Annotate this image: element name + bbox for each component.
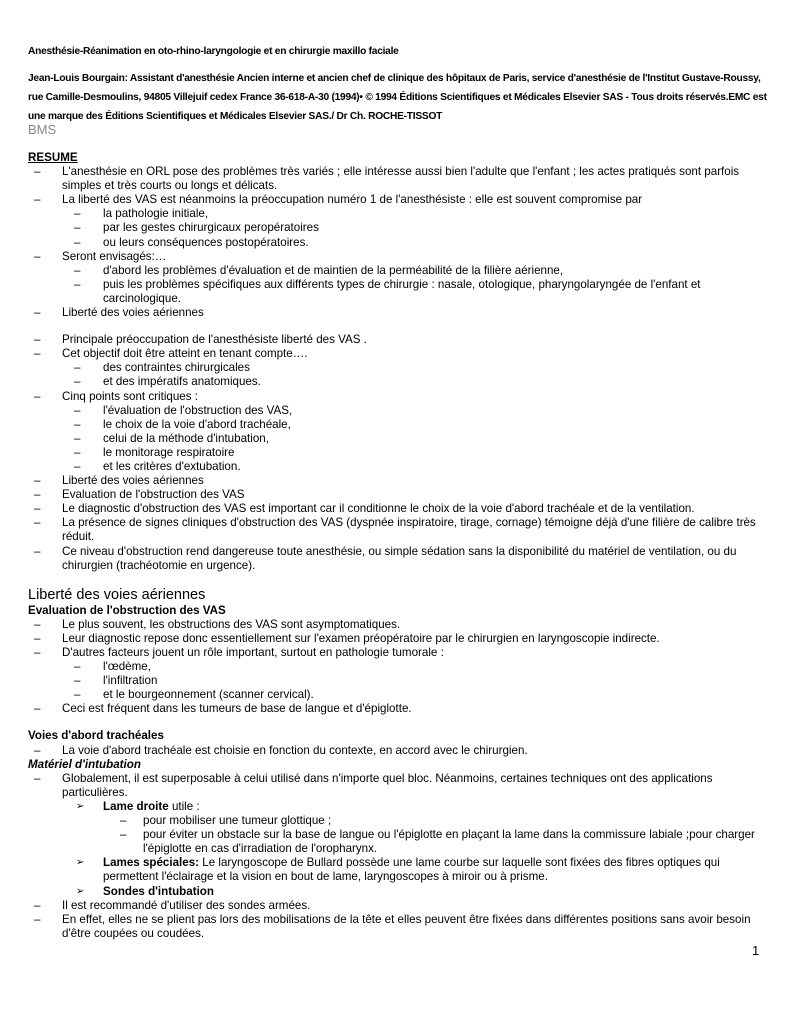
dash-bullet-icon: – bbox=[74, 660, 81, 674]
section-heading: Liberté des voies aériennes bbox=[28, 586, 206, 603]
list-item bbox=[28, 702, 768, 716]
dash-bullet-icon: – bbox=[34, 912, 41, 926]
list-item bbox=[28, 333, 768, 347]
list-item bbox=[28, 418, 768, 432]
list-item-text: pour mobiliser une tumeur glottique ; bbox=[143, 814, 332, 828]
arrow-list-item bbox=[28, 856, 768, 884]
dash-bullet-icon: – bbox=[74, 235, 81, 249]
dash-bullet-icon: – bbox=[34, 544, 41, 558]
list-item bbox=[28, 899, 768, 913]
dash-bullet-icon: – bbox=[34, 516, 41, 530]
list-item bbox=[28, 772, 768, 800]
list-item bbox=[28, 674, 768, 688]
dash-bullet-icon: – bbox=[34, 249, 41, 263]
list-item-text: l'œdème, bbox=[103, 660, 151, 674]
section-heading: RESUME bbox=[28, 151, 78, 164]
dash-bullet-icon: – bbox=[34, 617, 41, 631]
list-item-text: l'infiltration bbox=[103, 674, 158, 688]
dash-bullet-icon: – bbox=[34, 743, 41, 757]
bold-term: Lames spéciales: bbox=[103, 856, 200, 870]
list-item bbox=[28, 744, 768, 758]
dash-bullet-icon: – bbox=[34, 347, 41, 361]
list-item-text: et le bourgeonnement (scanner cervical). bbox=[103, 688, 314, 702]
author-info: Jean-Louis Bourgain: Assistant d'anesthésie Ancien interne et ancien chef de clinique des hôpitaux de Paris, service d'anesthésie de l'Institut Gustave-Roussy, rue Camille-Desmoulins, 94805 Villejuif cedex France 36-618-A-30 (1994)• © 1994 Éditions Scientifiques et Médicales Elsevier SAS - Tous droits réservés.EMC est une marque des Éditions Scientifiques et Médicales Elsevier SAS./ Dr Ch. ROCHE-TISSOT bbox=[28, 73, 767, 122]
list-item bbox=[28, 347, 768, 361]
list-item-text: La présence de signes cliniques d'obstruction des VAS (dyspnée inspiratoire, tirage, cornage) témoigne déjà d'une filière de calibre très réduit. bbox=[62, 516, 756, 544]
list-item-text: D'autres facteurs jouent un rôle important, surtout en pathologie tumorale : bbox=[62, 646, 444, 659]
list-item-text: l'évaluation de l'obstruction des VAS, bbox=[103, 403, 293, 417]
bms-label: BMS bbox=[28, 122, 57, 137]
list-item bbox=[28, 390, 768, 404]
list-item-text: Leur diagnostic repose donc essentiellement sur l'examen préopératoire par le chirurgien en laryngoscopie indirecte. bbox=[62, 631, 660, 645]
list-item-text: Cet objectif doit être atteint en tenant compte…. bbox=[62, 347, 308, 361]
list-item-text: puis les problèmes spécifiques aux différents types de chirurgie : nasale, otologique, pharyngolaryngée de l'enfant et carcinologique. bbox=[103, 277, 701, 305]
dash-bullet-icon: – bbox=[74, 277, 81, 291]
dash-bullet-icon: – bbox=[34, 306, 41, 320]
list-item-text: L'anesthésie en ORL pose des problèmes très variés ; elle intéresse aussi bien l'adulte que l'enfant ; les actes pratiqués sont parfois simples et très courts ou longs et délicats. bbox=[62, 165, 740, 193]
section-heading: Voies d'abord trachéales bbox=[28, 729, 164, 743]
list-item bbox=[28, 488, 768, 502]
list-item-text: et des impératifs anatomiques. bbox=[103, 375, 261, 389]
list-item-text: ou leurs conséquences postopératoires. bbox=[103, 235, 309, 249]
list-item-text: des contraintes chirurgicales bbox=[103, 361, 250, 375]
list-item-text: Globalement, il est superposable à celui utilisé dans n'importe quel bloc. Néanmoins, certaines techniques ont des applications particulières. bbox=[62, 771, 713, 799]
bold-term: Sondes d'intubation bbox=[103, 884, 214, 898]
arrow-bullet-icon: ➢ bbox=[76, 885, 85, 897]
list-item-text: Ceci est fréquent dans les tumeurs de base de langue et d'épiglotte. bbox=[62, 702, 412, 716]
dash-bullet-icon: – bbox=[34, 488, 41, 502]
dash-bullet-icon: – bbox=[74, 688, 81, 702]
list-item bbox=[28, 207, 768, 221]
list-item bbox=[28, 236, 768, 250]
list-item bbox=[28, 814, 768, 828]
arrow-bullet-icon: ➢ bbox=[76, 857, 85, 869]
list-item-text: Il est recommandé d'utiliser des sondes armées. bbox=[62, 898, 311, 912]
dash-bullet-icon: – bbox=[34, 333, 41, 347]
list-item bbox=[28, 165, 768, 193]
dash-bullet-icon: – bbox=[34, 631, 41, 645]
arrow-bullet-icon: ➢ bbox=[76, 800, 85, 812]
dash-bullet-icon: – bbox=[74, 403, 81, 417]
document-body bbox=[28, 151, 768, 941]
dash-bullet-icon: – bbox=[34, 646, 41, 659]
list-item bbox=[28, 221, 768, 235]
list-item bbox=[28, 250, 768, 264]
dash-bullet-icon: – bbox=[34, 165, 41, 179]
list-item-text: par les gestes chirurgicaux peropératoires bbox=[103, 221, 319, 235]
dash-bullet-icon: – bbox=[34, 474, 41, 488]
dash-bullet-icon: – bbox=[74, 674, 81, 688]
list-item-text: Evaluation de l'obstruction des VAS bbox=[62, 488, 245, 502]
dash-bullet-icon: – bbox=[34, 193, 41, 207]
list-item bbox=[28, 632, 768, 646]
dash-bullet-icon: – bbox=[74, 361, 81, 375]
list-item-text: Liberté des voies aériennes bbox=[62, 474, 204, 488]
list-item bbox=[28, 474, 768, 488]
section-heading: Matériel d'intubation bbox=[28, 757, 141, 771]
arrow-list-item bbox=[28, 800, 768, 814]
dash-bullet-icon: – bbox=[34, 771, 41, 785]
dash-bullet-icon: – bbox=[34, 898, 41, 912]
dash-bullet-icon: – bbox=[74, 431, 81, 445]
list-item bbox=[28, 646, 768, 660]
list-item bbox=[28, 375, 768, 389]
dash-bullet-icon: – bbox=[74, 207, 81, 221]
document-title: Anesthésie-Réanimation en oto-rhino-laryngologie et en chirurgie maxillo faciale bbox=[28, 46, 399, 57]
list-item bbox=[28, 545, 768, 573]
list-item bbox=[28, 432, 768, 446]
list-item-text: Le diagnostic d'obstruction des VAS est important car il conditionne le choix de la voie d'abord trachéale et de la ventilation. bbox=[62, 502, 695, 516]
list-item bbox=[28, 306, 768, 320]
list-item bbox=[28, 618, 768, 632]
dash-bullet-icon: – bbox=[74, 417, 81, 431]
dash-bullet-icon: – bbox=[120, 828, 127, 842]
list-item bbox=[28, 460, 768, 474]
list-item-text: Le plus souvent, les obstructions des VAS sont asymptomatiques. bbox=[62, 617, 401, 631]
list-item bbox=[28, 361, 768, 375]
list-item bbox=[28, 913, 768, 941]
list-item-text: Liberté des voies aériennes bbox=[62, 306, 204, 320]
bold-term: Lame droite bbox=[103, 799, 169, 813]
list-item-text: La liberté des VAS est néanmoins la préoccupation numéro 1 de l'anesthésiste : elle est souvent compromise par bbox=[62, 193, 643, 207]
list-item bbox=[28, 264, 768, 278]
page-number: 1 bbox=[752, 943, 760, 958]
list-item-text: la pathologie initiale, bbox=[103, 207, 209, 221]
list-item bbox=[28, 828, 768, 856]
list-item bbox=[28, 516, 768, 544]
list-item bbox=[28, 502, 768, 516]
list-item-text: La voie d'abord trachéale est choisie en fonction du contexte, en accord avec le chirurgien. bbox=[62, 743, 528, 757]
list-item-text: Seront envisagés:… bbox=[62, 249, 167, 263]
list-item bbox=[28, 404, 768, 418]
list-item-text: utile : bbox=[168, 799, 200, 813]
list-item bbox=[28, 660, 768, 674]
dash-bullet-icon: – bbox=[74, 375, 81, 389]
list-item-text: d'abord les problèmes d'évaluation et de maintien de la perméabilité de la filière aérienne, bbox=[103, 263, 564, 277]
list-item-text: le choix de la voie d'abord trachéale, bbox=[103, 417, 291, 431]
arrow-list-item bbox=[28, 885, 768, 899]
dash-bullet-icon: – bbox=[74, 459, 81, 473]
list-item-text: En effet, elles ne se plient pas lors des mobilisations de la tête et elles peuvent être fixées dans différentes positions sans avoir besoin d'être coupées ou coudées. bbox=[62, 912, 751, 940]
list-item-text: celui de la méthode d'intubation, bbox=[103, 431, 269, 445]
list-item-text: Cinq points sont critiques : bbox=[62, 389, 198, 403]
list-item-text: pour éviter un obstacle sur la base de langue ou l'épiglotte en plaçant la lame dans la commissure labiale ;pour charger l'épiglotte en cas d'irradiation de l'oropharynx. bbox=[143, 828, 755, 856]
list-item bbox=[28, 278, 768, 306]
dash-bullet-icon: – bbox=[74, 221, 81, 235]
list-item-text: Ce niveau d'obstruction rend dangereuse toute anesthésie, ou simple sédation sans la disponibilité du matériel de ventilation, ou du chirurgien (trachéotomie en urgence). bbox=[62, 544, 737, 572]
dash-bullet-icon: – bbox=[34, 389, 41, 403]
list-item-text: et les critères d'extubation. bbox=[103, 459, 241, 473]
list-item bbox=[28, 446, 768, 460]
list-item-text: le monitorage respiratoire bbox=[103, 445, 235, 459]
list-item-text: Principale préoccupation de l'anesthésiste liberté des VAS . bbox=[62, 333, 367, 347]
list-item-text: Le laryngoscope de Bullard possède une lame courbe sur laquelle sont fixées des fibres optiques qui permettent l'éclairage et la vision en bout de lame, laryngoscopes à miroir ou à prisme. bbox=[103, 856, 720, 884]
list-item bbox=[28, 193, 768, 207]
dash-bullet-icon: – bbox=[34, 702, 41, 716]
dash-bullet-icon: – bbox=[74, 263, 81, 277]
section-heading: Evaluation de l'obstruction des VAS bbox=[28, 603, 226, 617]
list-item bbox=[28, 688, 768, 702]
dash-bullet-icon: – bbox=[34, 502, 41, 516]
dash-bullet-icon: – bbox=[120, 814, 127, 828]
dash-bullet-icon: – bbox=[74, 445, 81, 459]
